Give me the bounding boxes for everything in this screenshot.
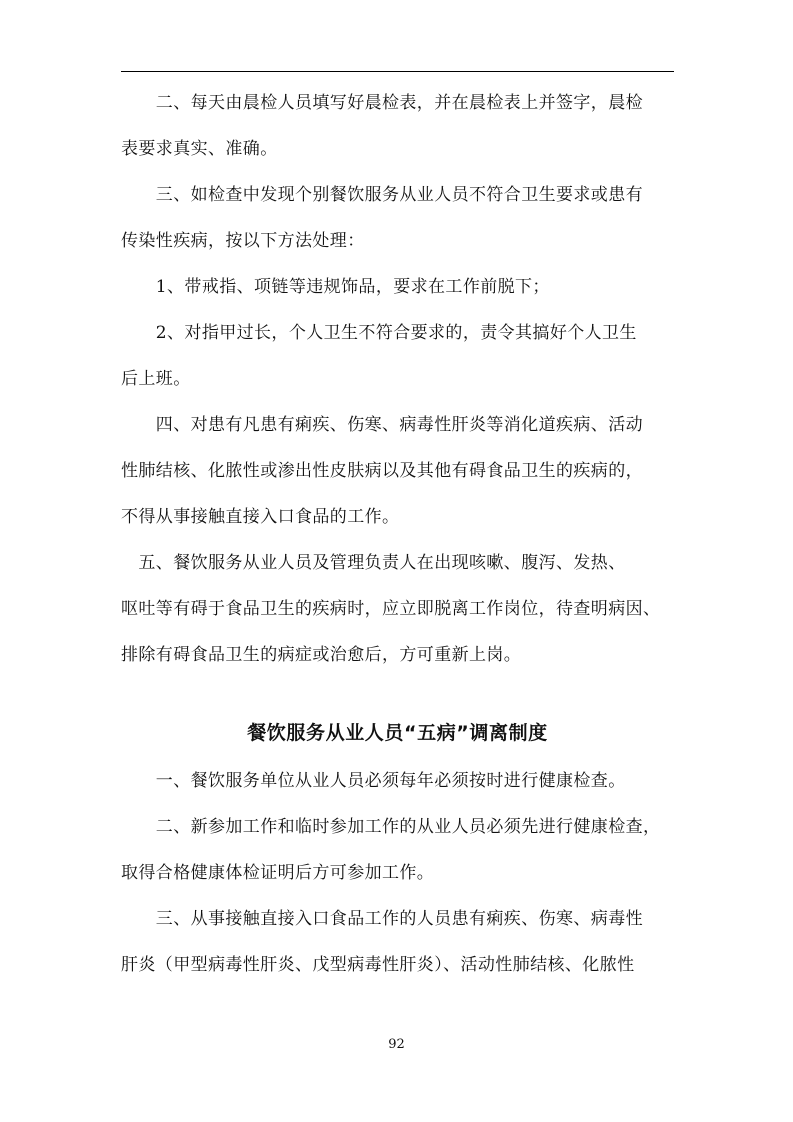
body-line: 2、对指甲过长，个人卫生不符合要求的，责令其搞好个人卫生 [121, 323, 637, 343]
body-line: 传染性疾病，按以下方法处理： [121, 231, 365, 251]
body-line: 1、带戒指、项链等违规饰品，要求在工作前脱下； [121, 277, 550, 297]
body-line: 呕吐等有碍于食品卫生的疾病时，应立即脱离工作岗位，待查明病因、 [121, 599, 661, 619]
body-line: 不得从事接触直接入口食品的工作。 [121, 507, 400, 527]
page-number: 92 [388, 1037, 405, 1052]
body-line: 二、每天由晨检人员填写好晨检表，并在晨检表上并签字，晨检 [121, 93, 643, 113]
body-line: 二、新参加工作和临时参加工作的从业人员必须先进行健康检查， [121, 817, 661, 837]
body-line: 后上班。 [121, 369, 191, 389]
body-line: 五、餐饮服务从业人员及管理负责人在出现咳嗽、腹泻、发热、 [121, 553, 626, 573]
body-line: 三、如检查中发现个别餐饮服务从业人员不符合卫生要求或患有 [121, 185, 643, 205]
body-line: 取得合格健康体检证明后方可参加工作。 [121, 863, 435, 883]
body-line: 肝炎（甲型病毒性肝炎、戊型病毒性肝炎）、活动性肺结核、化脓性 [121, 955, 635, 975]
header-rule [121, 71, 674, 72]
body-line: 表要求真实、准确。 [121, 139, 278, 159]
body-line: 三、从事接触直接入口食品工作的人员患有痢疾、伤寒、病毒性 [121, 909, 643, 929]
body-line: 排除有碍食品卫生的病症或治愈后，方可重新上岗。 [121, 645, 522, 665]
body-line: 四、对患有凡患有痢疾、伤寒、病毒性肝炎等消化道疾病、活动 [121, 415, 643, 435]
body-line: 一、餐饮服务单位从业人员必须每年必须按时进行健康检查。 [121, 771, 626, 791]
section-title: 餐饮服务从业人员“五病”调离制度 [247, 722, 548, 744]
body-line: 性肺结核、化脓性或渗出性皮肤病以及其他有碍食品卫生的疾病的， [121, 461, 643, 481]
